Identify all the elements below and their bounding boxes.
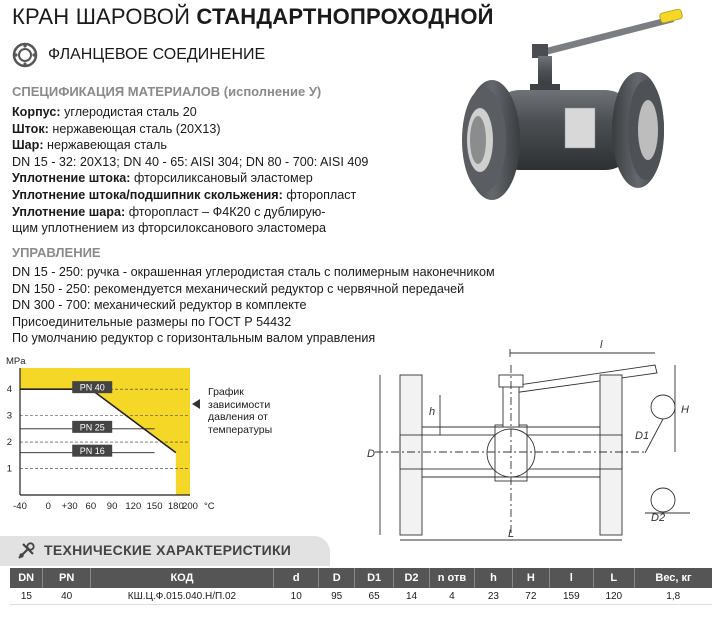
- control-line: DN 300 - 700: механический редуктор в комплекте: [12, 298, 307, 313]
- table-cell: 95: [319, 588, 354, 605]
- col-header: D2: [394, 568, 429, 588]
- y-tick-label: 4: [6, 384, 12, 396]
- col-header: h: [475, 568, 512, 588]
- table-cell: 23: [475, 588, 512, 605]
- control-line: Присоединительные размеры по ГОСТ Р 54432: [12, 314, 292, 329]
- materials-list: [12, 104, 368, 237]
- wrench-icon: [16, 541, 36, 561]
- valve-illustration: [450, 8, 712, 244]
- dim-D-label: D: [367, 448, 375, 460]
- tech-table: [10, 568, 712, 605]
- control-line: По умолчанию редуктор с горизонтальным валом управления: [12, 331, 376, 346]
- spec-line: DN 15 - 32: 20Х13; DN 40 - 65: AISI 304; DN 80 - 700: AISI 409: [12, 154, 369, 169]
- page-title: [12, 4, 494, 30]
- x-tick-label: 60: [85, 501, 97, 512]
- spec-line: Уплотнение шара: фторопласт – Ф4К20 с дублирую-: [12, 204, 326, 219]
- col-header: l: [550, 568, 593, 588]
- table-row: [10, 588, 712, 605]
- dim-L-label: L: [508, 528, 515, 540]
- col-header: D: [319, 568, 354, 588]
- table-cell: 14: [394, 588, 429, 605]
- title-bold: СТАНДАРТНОПРОХОДНОЙ: [196, 4, 494, 29]
- table-cell: 159: [550, 588, 593, 605]
- spec-line: Уплотнение штока: фторсиликсановый эластомер: [12, 171, 313, 186]
- tech-heading: ТЕХНИЧЕСКИЕ ХАРАКТЕРИСТИКИ: [44, 542, 292, 558]
- y-tick-label: 3: [6, 410, 12, 422]
- table-cell: 40: [43, 588, 91, 605]
- col-header: L: [593, 568, 634, 588]
- series-label: PN 40: [79, 382, 105, 393]
- technical-drawing: [345, 335, 720, 545]
- col-header: n отв: [429, 568, 475, 588]
- series-label: PN 25: [79, 422, 105, 433]
- spec-line: Уплотнение штока/подшипник скольжения: фторопласт: [12, 187, 357, 202]
- table-cell: 4: [429, 588, 475, 605]
- x-tick-label: 0: [45, 501, 51, 512]
- table-cell: 15: [10, 588, 43, 605]
- x-tick-label: 150: [146, 501, 163, 512]
- x-tick-label: 200: [182, 501, 198, 512]
- table-cell: 65: [354, 588, 393, 605]
- x-tick-label: +30: [61, 501, 78, 512]
- col-header: КОД: [90, 568, 273, 588]
- x-tick-label: -40: [13, 501, 27, 512]
- col-header: Вес, кг: [635, 568, 712, 588]
- flange-icon: [12, 42, 38, 68]
- dim-l-label: l: [600, 339, 603, 351]
- control-heading: УПРАВЛЕНИЕ: [12, 245, 101, 260]
- note-arrow: [192, 399, 200, 409]
- dim-D1-label: D1: [635, 430, 650, 442]
- table-header-row: [10, 568, 712, 588]
- y-axis-label: MPa: [6, 356, 26, 367]
- x-tick-label: 90: [106, 501, 118, 512]
- dim-H-label: H: [681, 404, 689, 416]
- series-label: PN 16: [79, 446, 105, 457]
- y-tick-label: 1: [6, 463, 12, 475]
- dim-D2-label: D2: [651, 512, 666, 524]
- y-tick-label: 2: [6, 437, 12, 449]
- col-header: DN: [10, 568, 43, 588]
- table-cell: 120: [593, 588, 634, 605]
- table-cell: 72: [512, 588, 549, 605]
- col-header: d: [273, 568, 319, 588]
- table-cell: 10: [273, 588, 319, 605]
- control-line: DN 150 - 250: рекомендуется механический редуктор с червячной передачей: [12, 281, 465, 296]
- title-normal: КРАН ШАРОВОЙ: [12, 4, 191, 29]
- x-tick-label: 120: [125, 501, 142, 512]
- col-header: H: [512, 568, 549, 588]
- connection-label: ФЛАНЦЕВОЕ СОЕДИНЕНИЕ: [48, 46, 266, 63]
- table-cell: КШ.Ц.Ф.015.040.Н/П.02: [90, 588, 273, 605]
- spec-line: Корпус: углеродистая сталь 20: [12, 105, 197, 119]
- chart-note: График зависимости давления от температуры: [208, 386, 273, 436]
- col-header: D1: [354, 568, 393, 588]
- x-axis-label: °C: [204, 501, 215, 512]
- spec-line: щим уплотнением из фторсилоксанового эластомера: [12, 221, 327, 236]
- connection-type: [12, 42, 265, 68]
- spec-line: Шток: нержавеющая сталь (20Х13): [12, 121, 221, 136]
- spec-line: Шар: нержавеющая сталь: [12, 138, 167, 153]
- x-tick-label: 180: [167, 501, 184, 512]
- dim-h-label: h: [429, 406, 436, 418]
- pressure-temperature-chart: [0, 350, 225, 525]
- materials-heading: СПЕЦИФИКАЦИЯ МАТЕРИАЛОВ (исполнение У): [12, 84, 322, 99]
- control-line: DN 15 - 250: ручка - окрашенная углеродистая сталь с полимерным наконечником: [12, 265, 495, 279]
- col-header: PN: [43, 568, 91, 588]
- table-cell: 1,8: [635, 588, 712, 605]
